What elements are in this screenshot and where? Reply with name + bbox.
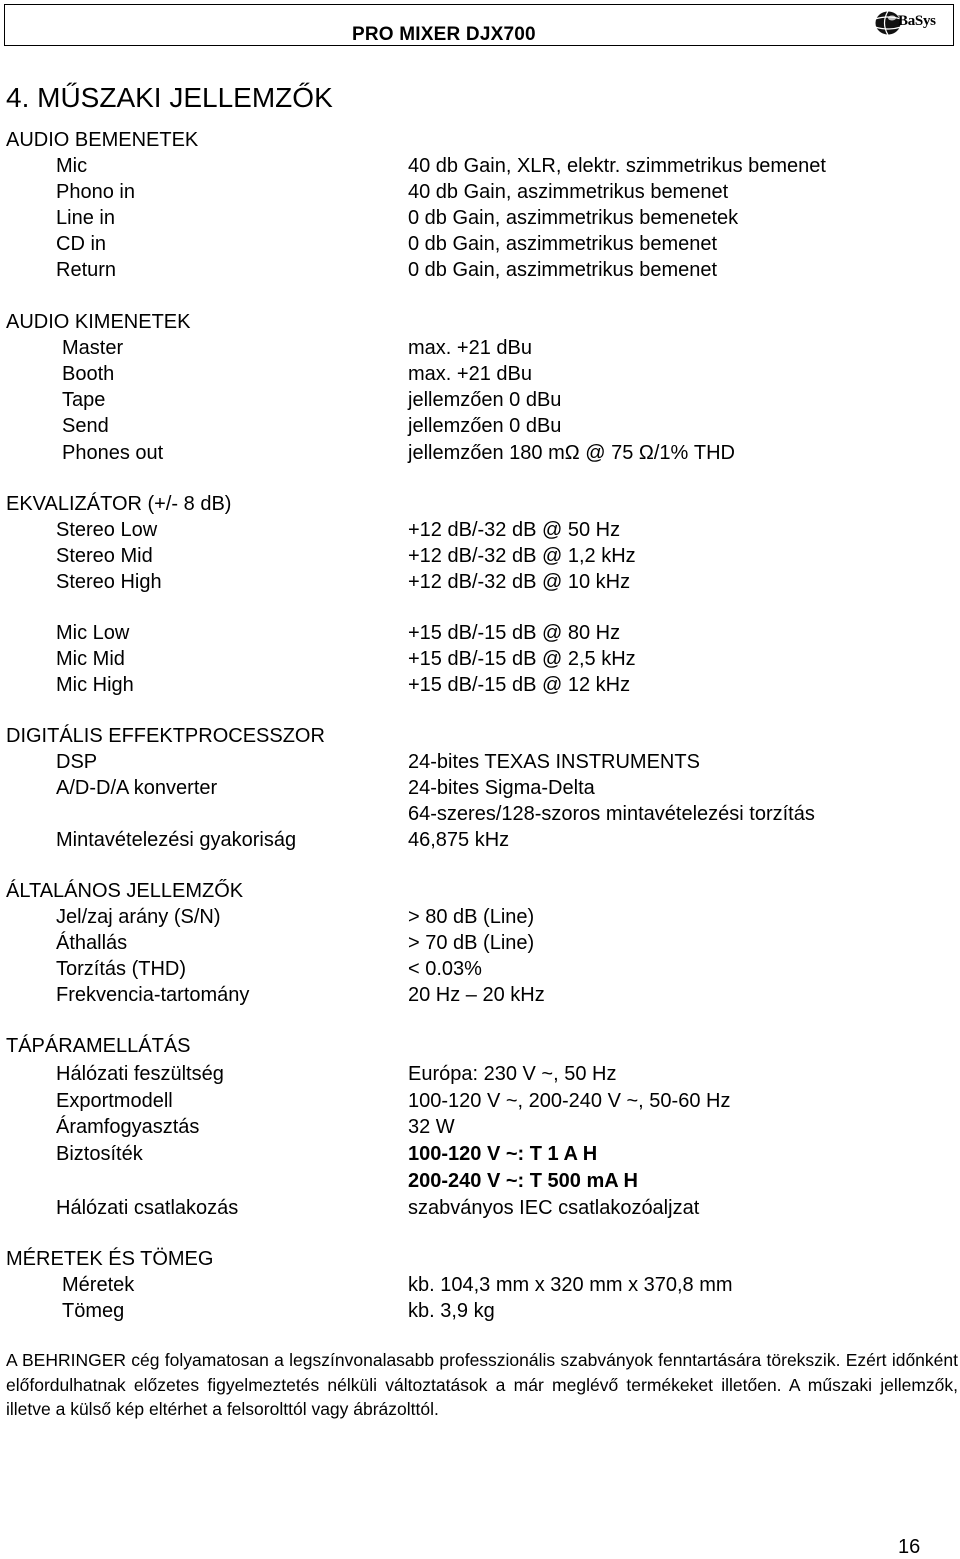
spec-label: Master: [62, 337, 124, 359]
heading-dimensions-weight: MÉRETEK ÉS TÖMEG: [6, 1248, 214, 1270]
spec-value: 40 db Gain, aszimmetrikus bemenet: [408, 181, 729, 203]
spec-label: Áramfogyasztás: [56, 1116, 200, 1138]
spec-value: 64-szeres/128-szoros mintavételezési torzítás: [408, 803, 815, 825]
spec-label: CD in: [56, 233, 107, 255]
spec-label: Hálózati feszültség: [56, 1063, 224, 1085]
spec-value: 20 Hz – 20 kHz: [408, 984, 545, 1006]
spec-value: kb. 104,3 mm x 320 mm x 370,8 mm: [408, 1274, 733, 1296]
spec-value: jellemzően 0 dBu: [408, 415, 562, 437]
spec-value: szabványos IEC csatlakozóaljzat: [408, 1197, 700, 1219]
spec-label: Mic Low: [56, 622, 130, 644]
logo-text: BaSys: [898, 13, 936, 29]
spec-label: Hálózati csatlakozás: [56, 1197, 239, 1219]
spec-value: > 70 dB (Line): [408, 932, 535, 954]
spec-label: Return: [56, 259, 117, 281]
spec-value: 24-bites Sigma-Delta: [408, 777, 595, 799]
spec-value: 46,875 kHz: [408, 829, 510, 851]
spec-label: Tape: [62, 389, 106, 411]
section-title: 4. MŰSZAKI JELLEMZŐK: [6, 82, 333, 113]
spec-value: +12 dB/-32 dB @ 50 Hz: [408, 519, 621, 541]
spec-value: jellemzően 180 mΩ @ 75 Ω/1% THD: [408, 442, 735, 464]
spec-label: Stereo Mid: [56, 545, 153, 567]
spec-value: max. +21 dBu: [408, 363, 532, 385]
spec-value: > 80 dB (Line): [408, 906, 535, 928]
spec-value: +12 dB/-32 dB @ 10 kHz: [408, 571, 631, 593]
spec-label: Torzítás (THD): [56, 958, 186, 980]
spec-value: 0 db Gain, aszimmetrikus bemenetek: [408, 207, 739, 229]
spec-value: Európa: 230 V ~, 50 Hz: [408, 1063, 617, 1085]
page-number: 16: [898, 1536, 921, 1558]
spec-label: Áthallás: [56, 932, 128, 954]
spec-label: Mic High: [56, 674, 134, 696]
disclaimer-paragraph: A BEHRINGER cég folyamatosan a legszínvonalasabb professzionális szabványok fenntartására törekszik. Ezért időnként előfordulhatnak előzetes figyelmeztetés nélküli változtatások a már meglévő termékeket illetően. A műszaki jellemzők, illetve a külső kép eltérhet a felsorolttól vagy ábrázolttól.: [6, 1350, 958, 1419]
spec-value: jellemzően 0 dBu: [408, 389, 562, 411]
spec-label: DSP: [56, 751, 98, 773]
heading-audio-outputs: AUDIO KIMENETEK: [6, 311, 191, 333]
spec-value: 40 db Gain, XLR, elektr. szimmetrikus bemenet: [408, 155, 826, 177]
spec-label: Frekvencia-tartomány: [56, 984, 250, 1006]
heading-digital-effects: DIGITÁLIS EFFEKTPROCESSZOR: [6, 725, 325, 747]
document-title: PRO MIXER DJX700: [352, 24, 536, 45]
heading-audio-inputs: AUDIO BEMENETEK: [6, 129, 199, 151]
spec-value: 0 db Gain, aszimmetrikus bemenet: [408, 259, 718, 281]
spec-label: A/D-D/A konverter: [56, 777, 218, 799]
spec-value-fuse: 200-240 V ~: T 500 mA H: [408, 1170, 638, 1192]
spec-label: Jel/zaj arány (S/N): [56, 906, 221, 928]
spec-value: +15 dB/-15 dB @ 12 kHz: [408, 674, 631, 696]
heading-general: ÁLTALÁNOS JELLEMZŐK: [6, 880, 244, 902]
spec-value: max. +21 dBu: [408, 337, 532, 359]
spec-label: Phono in: [56, 181, 135, 203]
spec-label: Mintavételezési gyakoriság: [56, 829, 297, 851]
spec-value: +15 dB/-15 dB @ 2,5 kHz: [408, 648, 636, 670]
spec-value: 32 W: [408, 1116, 455, 1138]
spec-label: Mic Mid: [56, 648, 125, 670]
spec-label: Phones out: [62, 442, 164, 464]
spec-value: 24-bites TEXAS INSTRUMENTS: [408, 751, 700, 773]
spec-label: Tömeg: [62, 1300, 125, 1322]
spec-value-fuse: 100-120 V ~: T 1 A H: [408, 1143, 598, 1165]
spec-label: Line in: [56, 207, 115, 229]
spec-label: Stereo High: [56, 571, 162, 593]
brand-logo: [870, 6, 950, 40]
spec-value: +15 dB/-15 dB @ 80 Hz: [408, 622, 621, 644]
spec-value: 0 db Gain, aszimmetrikus bemenet: [408, 233, 718, 255]
spec-label: Méretek: [62, 1274, 135, 1296]
spec-label: Biztosíték: [56, 1143, 143, 1165]
spec-value: < 0.03%: [408, 958, 482, 980]
spec-value: kb. 3,9 kg: [408, 1300, 495, 1322]
heading-power-supply: TÁPÁRAMELLÁTÁS: [6, 1035, 191, 1057]
spec-value: 100-120 V ~, 200-240 V ~, 50-60 Hz: [408, 1090, 731, 1112]
spec-label: Mic: [56, 155, 88, 177]
spec-value: +12 dB/-32 dB @ 1,2 kHz: [408, 545, 636, 567]
spec-label: Exportmodell: [56, 1090, 173, 1112]
spec-label: Booth: [62, 363, 115, 385]
heading-equalizer: EKVALIZÁTOR (+/- 8 dB): [6, 493, 232, 515]
spec-label: Stereo Low: [56, 519, 158, 541]
spec-label: Send: [62, 415, 109, 437]
